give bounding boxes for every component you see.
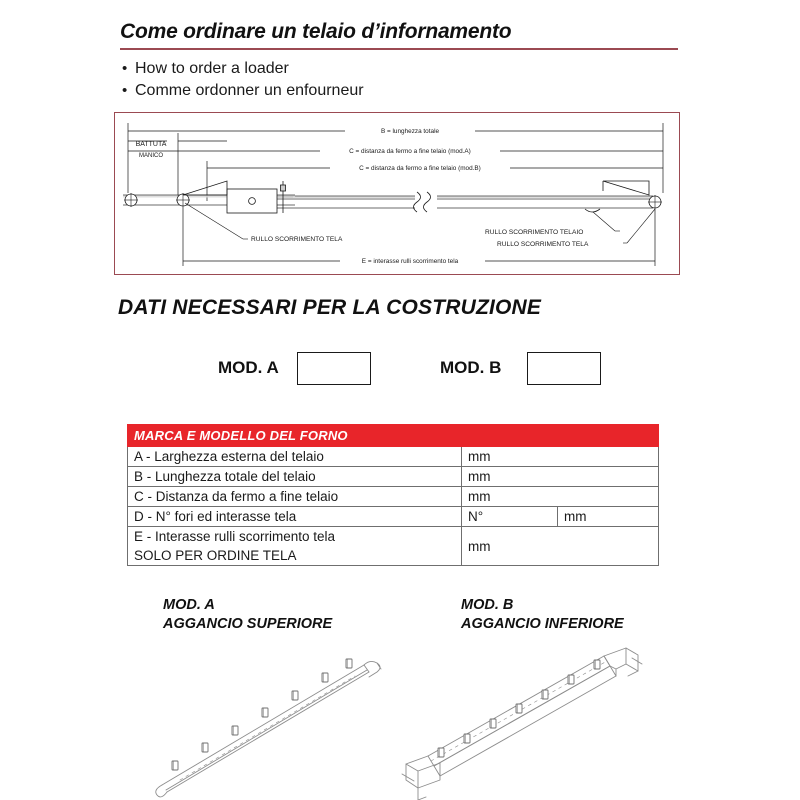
dimension-label-c-mod-b: C = distanza da fermo a fine telaio (mod.B) bbox=[359, 165, 481, 172]
title-divider bbox=[120, 48, 678, 50]
page-title: Come ordinare un telaio d’infornamento bbox=[120, 20, 512, 43]
mod-b-label: MOD. B bbox=[440, 358, 502, 377]
list-item-label: How to order a loader bbox=[135, 60, 289, 77]
table-row bbox=[128, 467, 659, 487]
technical-diagram bbox=[114, 112, 680, 275]
part-label-manico: MANICO bbox=[139, 153, 163, 159]
technical-diagram-svg bbox=[115, 113, 678, 273]
row-label-e-line2: SOLO PER ORDINE TELA bbox=[134, 548, 297, 563]
row-unit-d-count[interactable]: N° bbox=[462, 507, 558, 527]
model-selector-row bbox=[0, 352, 800, 388]
mod-b-checkbox[interactable] bbox=[527, 352, 601, 385]
dimension-label-c-mod-a: C = distanza da fermo a fine telaio (mod.A) bbox=[349, 148, 471, 155]
table-row bbox=[128, 447, 659, 467]
caption-mod-a-line1: MOD. A bbox=[163, 597, 215, 613]
part-label-rullo-tela-left: RULLO SCORRIMENTO TELA bbox=[251, 236, 343, 243]
illustration-mod-a bbox=[140, 640, 410, 800]
bullet-marker: • bbox=[122, 82, 128, 99]
part-label-rullo-telaio: RULLO SCORRIMENTO TELAIO bbox=[485, 229, 584, 236]
caption-mod-b-line1: MOD. B bbox=[461, 597, 514, 613]
part-label-battuta: BATTUTA bbox=[135, 141, 167, 148]
row-unit-b[interactable]: mm bbox=[462, 467, 659, 487]
row-label-e-line1: E - Interasse rulli scorrimento tela bbox=[134, 529, 336, 544]
row-unit-c[interactable]: mm bbox=[462, 487, 659, 507]
row-unit-d-pitch[interactable]: mm bbox=[558, 507, 659, 527]
construction-data-table bbox=[127, 424, 659, 566]
mod-a-checkbox[interactable] bbox=[297, 352, 371, 385]
bullet-marker: • bbox=[122, 60, 128, 77]
illustration-mod-b bbox=[388, 640, 658, 800]
dimension-label-e: E = interasse rulli scorrimento tela bbox=[361, 258, 459, 265]
subtitle-list bbox=[122, 58, 682, 102]
caption-mod-b-line2: AGGANCIO INFERIORE bbox=[461, 616, 624, 632]
table-header-title: MARCA E MODELLO DEL FORNO bbox=[128, 425, 462, 447]
table-row bbox=[128, 527, 659, 566]
list-item bbox=[122, 80, 682, 102]
row-label-b: B - Lunghezza totale del telaio bbox=[128, 467, 462, 487]
row-label-d: D - N° fori ed interasse tela bbox=[128, 507, 462, 527]
caption-mod-a-line2: AGGANCIO SUPERIORE bbox=[163, 616, 333, 632]
mod-a-label: MOD. A bbox=[218, 358, 279, 377]
row-label-e bbox=[128, 527, 462, 566]
row-label-c: C - Distanza da fermo a fine telaio bbox=[128, 487, 462, 507]
table-header-value[interactable] bbox=[462, 425, 659, 447]
table-header-row bbox=[128, 425, 659, 447]
list-item bbox=[122, 58, 682, 80]
table-row bbox=[128, 487, 659, 507]
row-unit-a[interactable]: mm bbox=[462, 447, 659, 467]
part-label-rullo-tela-right: RULLO SCORRIMENTO TELA bbox=[497, 241, 589, 248]
caption-mod-a bbox=[163, 596, 332, 634]
section-heading: DATI NECESSARI PER LA COSTRUZIONE bbox=[118, 296, 542, 319]
row-label-a: A - Larghezza esterna del telaio bbox=[128, 447, 462, 467]
row-unit-e[interactable]: mm bbox=[462, 527, 659, 566]
table-row bbox=[128, 507, 659, 527]
list-item-label: Comme ordonner un enfourneur bbox=[135, 82, 364, 99]
dimension-label-b: B = lunghezza totale bbox=[380, 128, 440, 135]
caption-mod-b bbox=[461, 596, 624, 634]
